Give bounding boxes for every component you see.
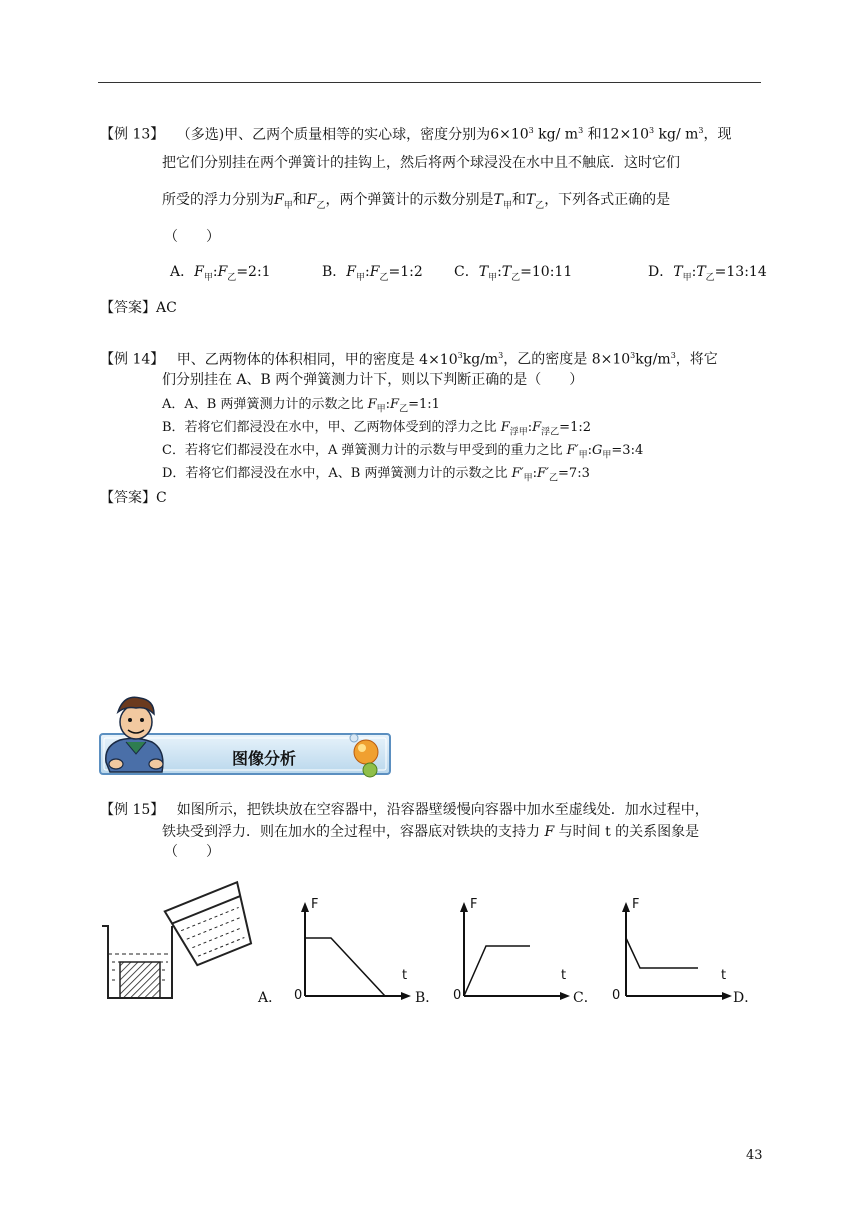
unit1-exp: 3	[578, 126, 584, 135]
colon: :	[532, 466, 538, 481]
ex13-line1-text: （多选)甲、乙两个质量相等的实心球，密度分别为	[176, 126, 491, 143]
var: F	[532, 420, 542, 435]
ex14-line2: 们分别挂在 A、B 两个弹簧测力计下，则以下判断正确的是（ ）	[162, 372, 584, 388]
ex15-line1	[100, 800, 709, 820]
var-T: T	[493, 192, 503, 208]
ex14-line1-c: ，将它	[675, 351, 718, 368]
opt-value: =1:2	[559, 420, 591, 435]
x-arrow-icon	[401, 992, 411, 1000]
var: F	[500, 420, 510, 435]
beaker-illustration	[96, 862, 256, 1007]
var-F: F	[346, 264, 357, 280]
ex13-option-c	[454, 262, 572, 288]
var-T: T	[525, 192, 536, 208]
opt-label: A．	[170, 264, 195, 280]
opt-value: =1:2	[388, 264, 423, 280]
graph-a-curve	[305, 938, 385, 996]
opt-label: B．	[322, 264, 347, 280]
answer-label: 【答案】	[100, 300, 156, 316]
var-F: F	[544, 824, 555, 840]
opt-value: =10:11	[520, 264, 573, 280]
opt-value: =13:14	[714, 264, 767, 280]
ex14-line1-b: ，乙的密度是 8×10	[503, 351, 631, 368]
exp: 3	[630, 351, 636, 360]
opt-value: =1:1	[408, 397, 440, 412]
he-word: 和	[511, 192, 526, 208]
unit: kg/m	[462, 351, 499, 368]
colon: :	[691, 264, 697, 280]
ex14-option-b	[162, 419, 591, 442]
var-T: T	[478, 264, 489, 280]
colon: :	[497, 264, 502, 280]
ex13-line1	[100, 121, 732, 145]
var-F: F	[306, 192, 317, 208]
colon: :	[365, 264, 370, 280]
exp: 3	[457, 351, 463, 360]
beaker-icon	[102, 926, 172, 998]
density1-exp: 3	[528, 126, 534, 135]
section-banner	[96, 688, 396, 784]
graph-c-label: C．	[573, 990, 598, 1006]
var: G	[592, 443, 603, 458]
opt-text: D．若将它们都浸没在水中，A、B 两弹簧测力计的示数之比	[162, 466, 512, 481]
sub-yi: 乙	[705, 272, 715, 283]
graph-c-origin: 0	[612, 988, 621, 1003]
ex13-line3-c: ，下列各式正确的是	[544, 192, 671, 208]
ex14-answer	[100, 488, 167, 508]
opt-value: =2:1	[236, 264, 271, 280]
graph-c-x-label: t	[721, 968, 727, 983]
ex14-option-a	[162, 396, 440, 419]
ex13-line3-a: 所受的浮力分别为	[162, 192, 274, 208]
graph-b-y-label: F	[470, 897, 478, 912]
graph-c-y-label: F	[632, 897, 640, 912]
sub: 甲	[523, 473, 533, 484]
var-F: F	[369, 264, 380, 280]
ex15-tag: 【例 15】	[100, 802, 165, 818]
ex13-line3-b: ，两个弹簧计的示数分别是	[325, 192, 494, 208]
opt-value: =3:4	[611, 443, 644, 458]
graph-b-x-label: t	[561, 968, 567, 983]
sub: 浮甲	[509, 427, 528, 438]
ex13-paren: （ ）	[164, 229, 220, 245]
graph-a	[285, 898, 415, 1010]
var: F′	[566, 443, 579, 458]
sub-jia: 甲	[203, 272, 213, 283]
var-F: F	[194, 264, 204, 280]
var: F	[390, 397, 400, 412]
ex13-option-b	[322, 262, 423, 288]
opt-label: D．	[648, 264, 674, 280]
ex15-paren: （ ）	[164, 844, 220, 860]
density2-exp: 3	[648, 126, 655, 135]
sub-jia: 甲	[682, 272, 692, 283]
var-F: F	[217, 264, 228, 280]
var-T: T	[696, 264, 706, 280]
graph-c	[606, 898, 736, 1010]
sub-jia: 甲	[356, 272, 366, 283]
unit2: kg/ m	[654, 126, 699, 143]
ex13-line1-end: ，现	[703, 126, 732, 143]
ex15-line2-b: 与时间 t 的关系图象是	[554, 824, 700, 840]
page-number: 43	[746, 1148, 763, 1163]
unit: kg/m	[635, 351, 671, 368]
sub: 甲	[578, 450, 588, 461]
density1: 6×10	[490, 126, 529, 143]
header-rule	[98, 82, 761, 83]
answer-value: AC	[156, 300, 177, 316]
ex15-line2	[162, 822, 699, 842]
sub-jia: 甲	[502, 200, 512, 211]
ex15-line1-text: 如图所示，把铁块放在空容器中，沿容器壁缓慢向容器中加水至虚线处．加水过程中，	[176, 802, 709, 818]
iron-block-icon	[120, 962, 160, 998]
unit2-exp: 3	[698, 126, 704, 135]
ex14-option-d	[162, 465, 590, 488]
graph-b-label: B．	[415, 990, 440, 1006]
graph-c-curve	[626, 938, 698, 968]
ex14-line1-a: 甲、乙两物体的体积相同，甲的密度是 4×10	[176, 351, 458, 368]
density2: 12×10	[601, 126, 649, 143]
sub-jia: 甲	[488, 272, 498, 283]
sub-yi: 乙	[535, 200, 545, 211]
graph-a-label: A．	[258, 990, 283, 1006]
pouring-container-icon	[165, 882, 256, 969]
graph-a-origin: 0	[294, 988, 303, 1003]
var: F′	[511, 466, 524, 481]
var: F′	[537, 466, 550, 481]
colon: :	[212, 264, 218, 280]
colon: :	[385, 397, 391, 412]
unit1: kg/ m	[533, 126, 579, 143]
sub-yi: 乙	[379, 272, 389, 283]
ex14-line1	[100, 346, 718, 370]
ex13-line2: 把它们分别挂在两个弹簧计的挂钩上，然后将两个球浸没在水中且不触底．这时它们	[162, 155, 680, 171]
opt-label: C．	[454, 264, 479, 280]
graph-a-y-label: F	[311, 897, 319, 912]
opt-value: =7:3	[558, 466, 590, 481]
y-arrow-icon	[622, 902, 630, 912]
colon: :	[587, 443, 592, 458]
y-arrow-icon	[460, 902, 468, 912]
he-word: 和	[292, 192, 307, 208]
sub: 甲	[602, 450, 612, 461]
sub: 甲	[376, 404, 386, 415]
graph-d-label: D．	[733, 990, 759, 1006]
sub-yi: 乙	[227, 272, 237, 283]
graph-b	[444, 898, 574, 1010]
var: F	[367, 397, 377, 412]
ex13-tag: 【例 13】	[100, 126, 165, 143]
ex13-option-d	[648, 262, 767, 288]
opt-text: C．若将它们都浸没在水中，A 弹簧测力计的示数与甲受到的重力之比	[162, 443, 567, 458]
sub: 乙	[549, 473, 559, 484]
section-title: 图像分析	[232, 749, 297, 768]
opt-text: A．A、B 两弹簧测力计的示数之比	[162, 397, 368, 412]
sub: 乙	[399, 404, 409, 415]
x-arrow-icon	[560, 992, 570, 1000]
answer-value: C	[156, 490, 167, 506]
sub-jia: 甲	[283, 200, 293, 211]
x-arrow-icon	[722, 992, 732, 1000]
ex15-line2-a: 铁块受到浮力．则在加水的全过程中，容器底对铁块的支持力	[162, 824, 545, 840]
var-T: T	[673, 264, 683, 280]
answer-label: 【答案】	[100, 490, 156, 506]
sub: 浮乙	[541, 427, 560, 438]
var-F: F	[274, 192, 284, 208]
and-word: 和	[583, 126, 602, 143]
y-arrow-icon	[301, 902, 309, 912]
sub-yi: 乙	[511, 272, 521, 283]
var-T: T	[501, 264, 512, 280]
ex14-tag: 【例 14】	[100, 351, 165, 368]
exp: 3	[498, 351, 504, 360]
graph-a-x-label: t	[402, 968, 408, 983]
graph-b-origin: 0	[453, 988, 462, 1003]
exp: 3	[670, 351, 676, 360]
ex13-line3	[162, 190, 670, 216]
graph-b-curve	[464, 946, 530, 996]
colon: :	[527, 420, 533, 435]
ex13-answer	[100, 298, 177, 318]
opt-text: B．若将它们都浸没在水中，甲、乙两物体受到的浮力之比	[162, 420, 501, 435]
ex14-option-c	[162, 442, 643, 465]
sub-yi: 乙	[316, 200, 326, 211]
ex13-option-a	[170, 262, 271, 288]
